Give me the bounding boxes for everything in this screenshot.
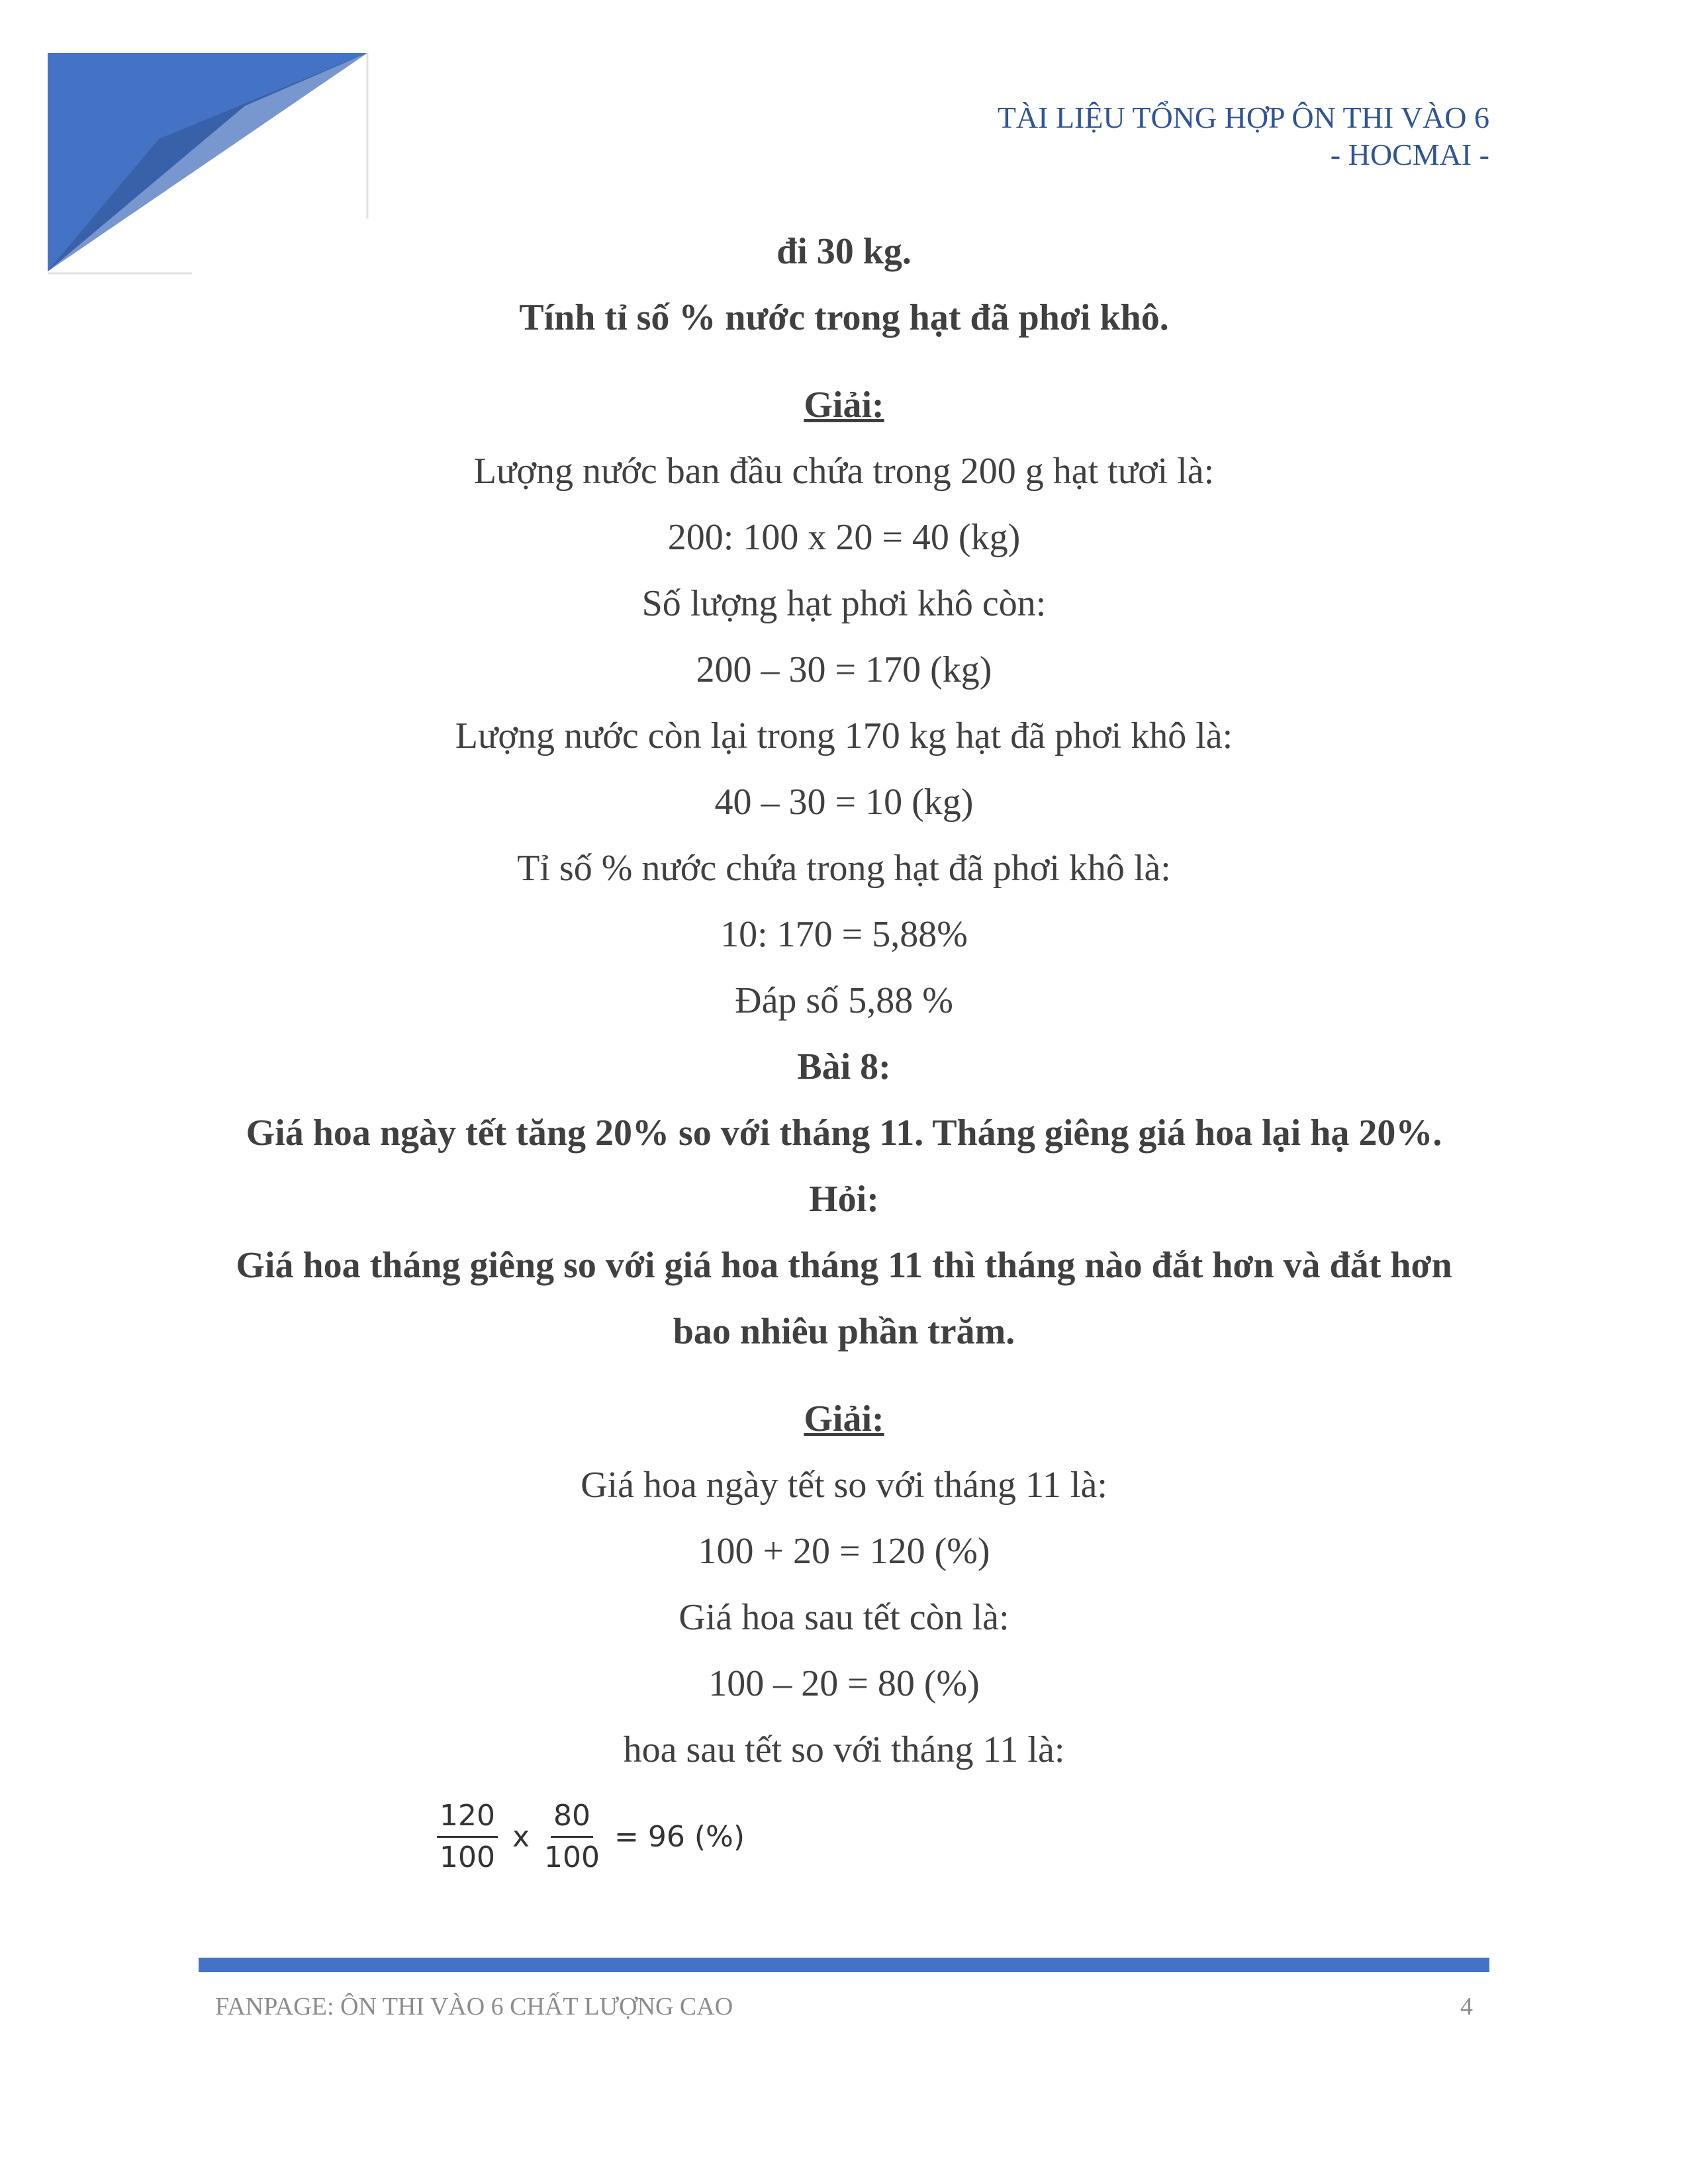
solution-7-step: 200: 100 x 20 = 40 (kg) xyxy=(667,517,1021,558)
header-title: TÀI LIỆU TỔNG HỢP ÔN THI VÀO 6 xyxy=(997,101,1489,134)
formula-result: = 96 (%) xyxy=(614,1819,745,1854)
fraction-denominator: 100 xyxy=(544,1840,600,1874)
problem-8-question: Giá hoa tháng giêng so với giá hoa tháng 11 thì tháng nào đắt hơn và đắt hơn xyxy=(236,1245,1452,1286)
header-brand: - HOCMAI - xyxy=(1330,138,1489,171)
page-number: 4 xyxy=(1460,1993,1473,2021)
problem-7-question: Tính tỉ số % nước trong hạt đã phơi khô. xyxy=(519,297,1169,338)
problem-8-statement: Giá hoa ngày tết tăng 20% so với tháng 11. Tháng giêng giá hoa lại hạ 20%. xyxy=(246,1113,1442,1154)
solution-8-heading: Giải: xyxy=(804,1398,884,1439)
problem-8-title: Bài 8: xyxy=(797,1046,891,1087)
solution-8-step: Giá hoa ngày tết so với tháng 11 là: xyxy=(581,1465,1107,1506)
page-content xyxy=(199,218,1489,1783)
solution-7-step: Lượng nước còn lại trong 170 kg hạt đã phơi khô là: xyxy=(455,715,1233,756)
problem-8-question: bao nhiêu phần trăm. xyxy=(673,1311,1015,1352)
solution-7-step: Số lượng hạt phơi khô còn: xyxy=(641,583,1047,624)
solution-7-step: 200 – 30 = 170 (kg) xyxy=(696,649,992,690)
problem-8-ask: Hỏi: xyxy=(809,1179,879,1220)
footer-divider-bar xyxy=(199,1958,1489,1972)
fraction-numerator: 80 xyxy=(551,1800,593,1838)
fraction-formula xyxy=(430,1794,753,1880)
solution-7-step: 40 – 30 = 10 (kg) xyxy=(714,782,974,823)
fraction-120-100 xyxy=(437,1800,498,1874)
solution-8-step: 100 + 20 = 120 (%) xyxy=(698,1531,990,1572)
fraction-denominator: 100 xyxy=(440,1840,495,1874)
solution-7-step: Tỉ số % nước chứa trong hạt đã phơi khô là: xyxy=(517,848,1171,889)
solution-8-step: 100 – 20 = 80 (%) xyxy=(708,1663,980,1704)
multiply-sign: x xyxy=(512,1819,530,1854)
solution-7-step: 10: 170 = 5,88% xyxy=(720,914,968,955)
footer-fanpage: FANPAGE: ÔN THI VÀO 6 CHẤT LƯỢNG CAO xyxy=(215,1993,733,2021)
page-header xyxy=(998,99,1489,173)
solution-8-step: Giá hoa sau tết còn là: xyxy=(679,1597,1009,1638)
fraction-numerator: 120 xyxy=(437,1800,498,1838)
solution-7-step: Lượng nước ban đầu chứa trong 200 g hạt tươi là: xyxy=(473,451,1215,492)
problem-7-tail: đi 30 kg. xyxy=(776,231,912,272)
solution-7-answer: Đáp số 5,88 % xyxy=(735,980,953,1021)
solution-7-heading: Giải: xyxy=(804,385,884,426)
solution-8-step: hoa sau tết so với tháng 11 là: xyxy=(623,1729,1065,1770)
fraction-80-100 xyxy=(544,1800,600,1874)
